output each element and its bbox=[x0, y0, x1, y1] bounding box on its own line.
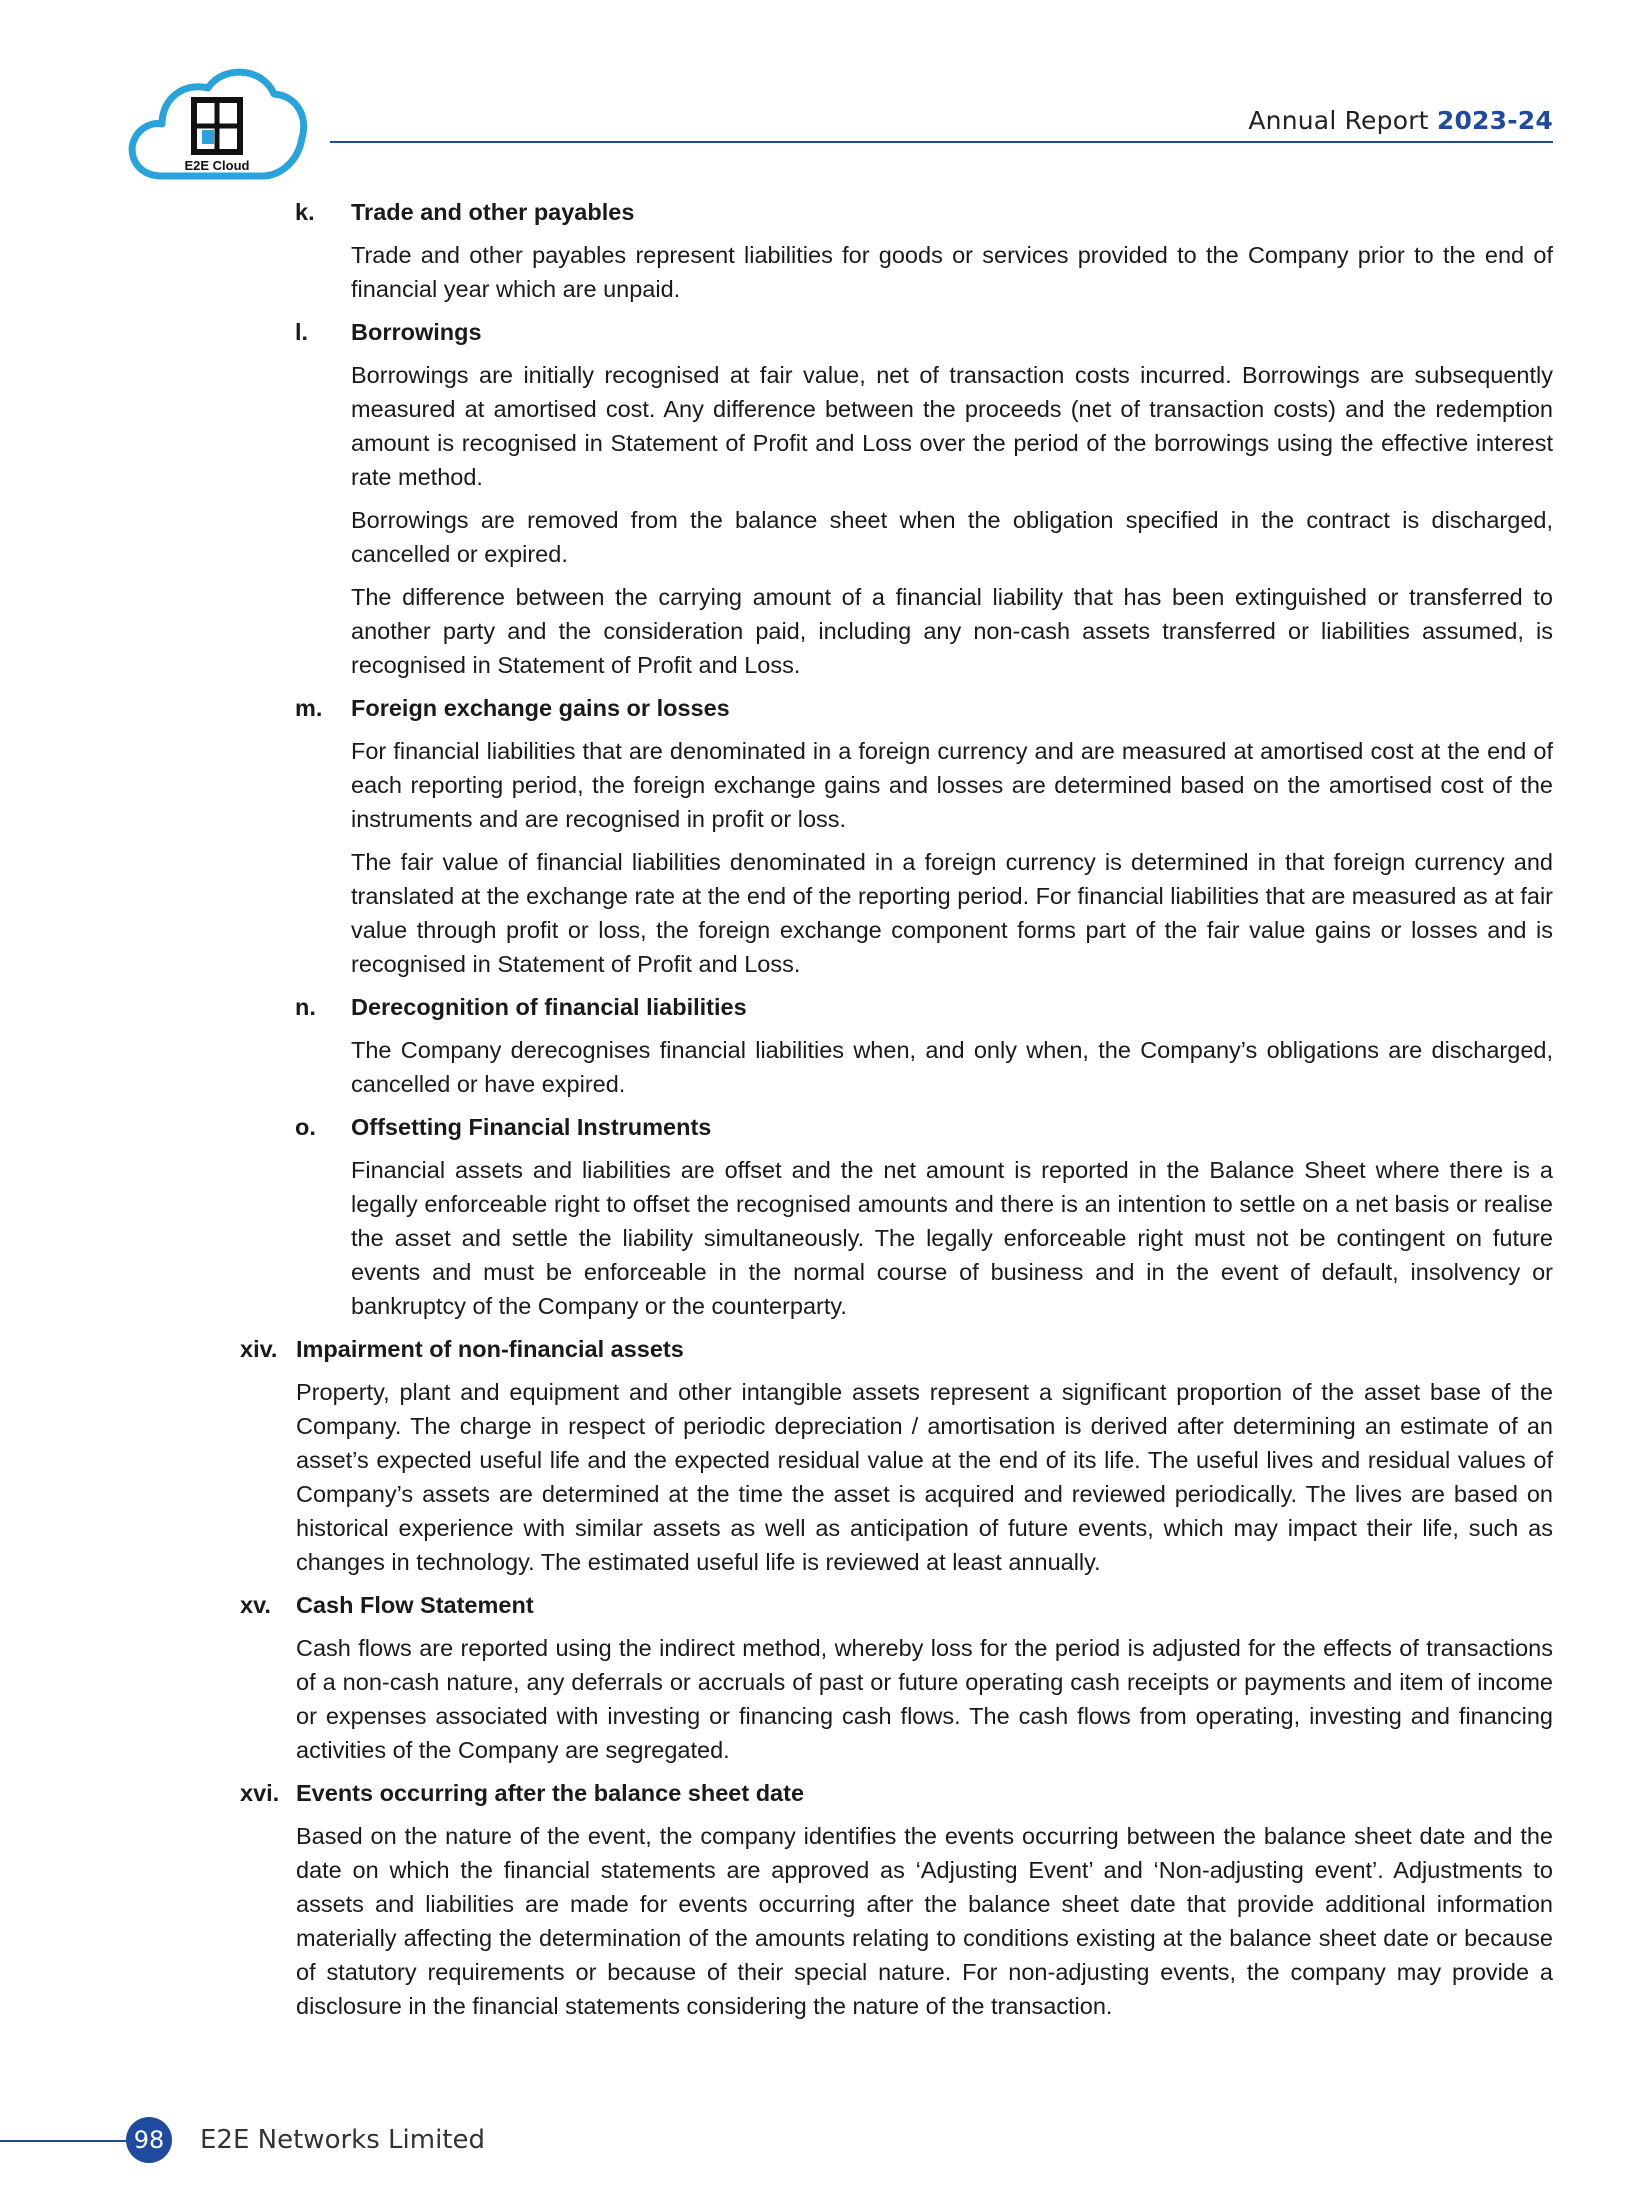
header-divider bbox=[330, 141, 1553, 143]
paragraph: Trade and other payables represent liabilities for goods or services provided to the Company prior to the end of financial year which are unpaid. bbox=[351, 242, 1553, 302]
section-title: Borrowings bbox=[351, 319, 482, 345]
section-title: Derecognition of financial liabilities bbox=[351, 994, 747, 1020]
section-heading bbox=[295, 195, 1553, 229]
paragraph: Borrowings are initially recognised at fair value, net of transaction costs incurred. Borrowings are subsequently measured at amortised cost. Any difference between the proceeds (net of transaction costs) and the redemption amount is recognised in Statement of Profit and Loss over the period of the borrowings using the effective interest rate method. bbox=[351, 362, 1553, 490]
section-marker: xv. bbox=[240, 1592, 271, 1618]
paragraph: Financial assets and liabilities are offset and the net amount is reported in the Balance Sheet where there is a legally enforceable right to offset the recognised amounts and there is an intention to settle on a net basis or realise the asset and settle the liability simultaneously. The legally enforceable right must not be contingent on future events and must be enforceable in the normal course of business and in the event of default, insolvency or bankruptcy of the Company or the counterparty. bbox=[351, 1157, 1553, 1319]
section-marker: n. bbox=[295, 994, 316, 1020]
section-cash-flow bbox=[240, 1588, 1553, 1767]
section-impairment bbox=[240, 1332, 1553, 1579]
footer-company-name: E2E Networks Limited bbox=[200, 2125, 485, 2155]
report-year: 2023-24 bbox=[1436, 106, 1553, 135]
section-heading bbox=[295, 315, 1553, 349]
section-title: Trade and other payables bbox=[351, 199, 635, 225]
section-offsetting bbox=[295, 1110, 1553, 1323]
section-marker: xvi. bbox=[240, 1780, 280, 1806]
logo-text: E2E Cloud bbox=[184, 158, 250, 173]
section-borrowings bbox=[295, 315, 1553, 682]
section-marker: o. bbox=[295, 1114, 316, 1140]
paragraph: Based on the nature of the event, the company identifies the events occurring between the balance sheet date and the date on which the financial statements are approved as ‘Adjusting Event’ and ‘Non-adjusting event’. Adjustments to assets and liabilities are made for events occurring after the balance sheet date that provide additional information materially affecting the determination of the amounts relating to conditions existing at the balance sheet date or because of statutory requirements or because of their special nature. For non-adjusting events, the company may provide a disclosure in the financial statements considering the nature of the transaction. bbox=[296, 1823, 1553, 2019]
section-marker: k. bbox=[295, 199, 315, 225]
section-title: Impairment of non-financial assets bbox=[296, 1336, 684, 1362]
footer-divider bbox=[0, 2140, 140, 2142]
section-heading bbox=[240, 1776, 1553, 1810]
annual-report-label bbox=[1248, 106, 1553, 135]
section-derecognition bbox=[295, 990, 1553, 1101]
paragraph: For financial liabilities that are denominated in a foreign currency and are measured at amortised cost at the end of each reporting period, the foreign exchange gains and losses are determined based on the amortised cost of the instruments and are recognised in profit or loss. bbox=[351, 738, 1553, 832]
section-title: Foreign exchange gains or losses bbox=[351, 695, 730, 721]
paragraph: The difference between the carrying amount of a financial liability that has been extinguished or transferred to another party and the consideration paid, including any non-cash assets transferred or liabilities assumed, is recognised in Statement of Profit and Loss. bbox=[351, 584, 1553, 678]
section-events-after-balance-sheet bbox=[240, 1776, 1553, 2023]
document-body bbox=[0, 195, 1650, 2032]
section-title: Cash Flow Statement bbox=[296, 1592, 534, 1618]
section-title: Offsetting Financial Instruments bbox=[351, 1114, 712, 1140]
section-marker: m. bbox=[295, 695, 323, 721]
paragraph: Property, plant and equipment and other intangible assets represent a significant proportion of the asset base of the Company. The charge in respect of periodic depreciation / amortisation is derived after determining an estimate of an asset’s expected useful life and the expected residual value at the end of its life. The useful lives and residual values of Company’s assets are determined at the time the asset is acquired and reviewed periodically. The lives are based on historical experience with similar assets as well as anticipation of future events, which may impact their life, such as changes in technology. The estimated useful life is reviewed at least annually. bbox=[296, 1379, 1553, 1575]
section-marker: xiv. bbox=[240, 1336, 278, 1362]
section-trade-payables bbox=[295, 195, 1553, 306]
e2e-cloud-logo bbox=[122, 58, 312, 188]
section-heading bbox=[295, 1110, 1553, 1144]
paragraph: Borrowings are removed from the balance sheet when the obligation specified in the contract is discharged, cancelled or expired. bbox=[351, 507, 1553, 567]
section-foreign-exchange bbox=[295, 691, 1553, 981]
section-heading bbox=[295, 691, 1553, 725]
section-title: Events occurring after the balance sheet date bbox=[296, 1780, 805, 1806]
section-heading bbox=[295, 990, 1553, 1024]
section-marker: l. bbox=[295, 319, 309, 345]
page-number: 98 bbox=[126, 2117, 172, 2163]
paragraph: The fair value of financial liabilities denominated in a foreign currency is determined in that foreign currency and translated at the exchange rate at the end of the reporting period. For financial liabilities that are measured as at fair value through profit or loss, the foreign exchange component forms part of the fair value gains or losses and is recognised in Statement of Profit and Loss. bbox=[351, 849, 1553, 977]
section-heading bbox=[240, 1332, 1553, 1366]
paragraph: Cash flows are reported using the indirect method, whereby loss for the period is adjusted for the effects of transactions of a non-cash nature, any deferrals or accruals of past or future operating cash receipts or payments and item of income or expenses associated with investing or financing cash flows. The cash flows from operating, investing and financing activities of the Company are segregated. bbox=[296, 1635, 1553, 1763]
report-label: Annual Report bbox=[1248, 106, 1429, 135]
paragraph: The Company derecognises financial liabilities when, and only when, the Company’s obligations are discharged, cancelled or have expired. bbox=[351, 1037, 1553, 1097]
section-heading bbox=[240, 1588, 1553, 1622]
